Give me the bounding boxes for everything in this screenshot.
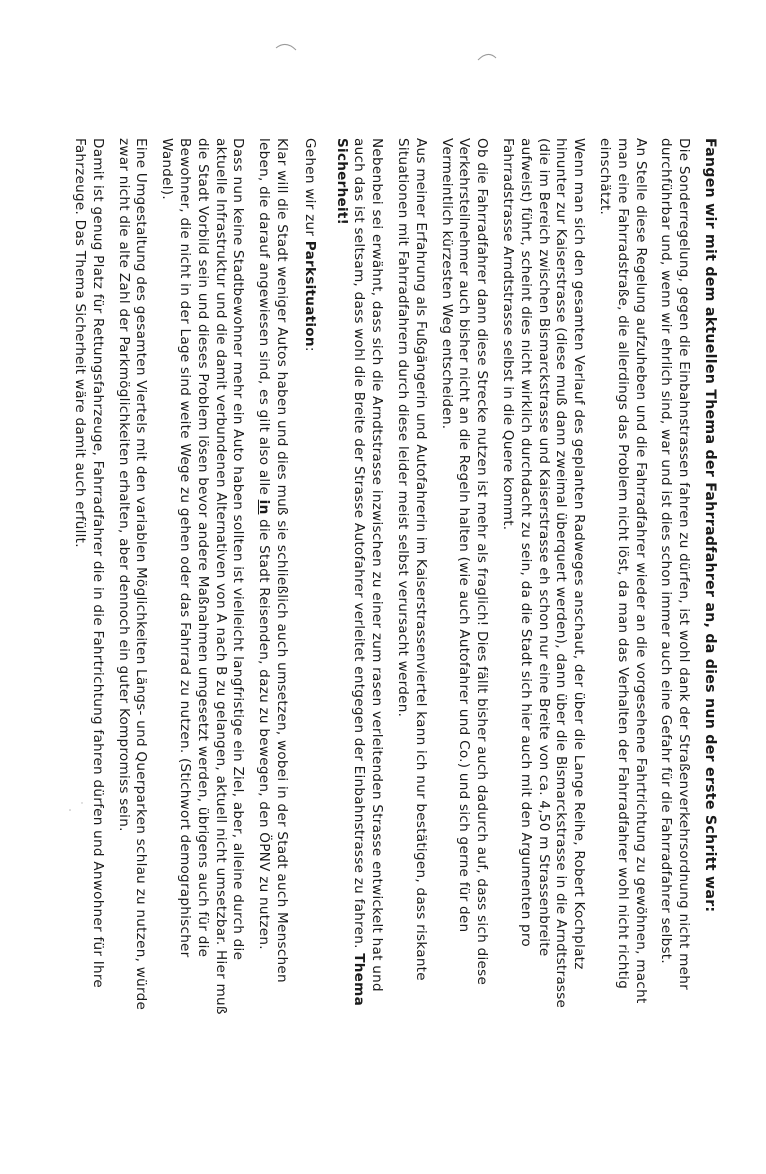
parking-text: Klar will die Stadt weniger Autos haben und dies muß sie schließlich auch umsetzen, wobei in der Stadt auch Menschen leben, die darauf angewiesen sind, es gilt also alle <box>256 138 291 983</box>
section-title-emphasis: Parksituation <box>301 240 318 347</box>
parking-paragraph <box>254 138 290 1018</box>
document-heading: Fangen wir mit dem aktuellen Thema der Fahrradfahrer an, da dies nun der erste Schritt war: <box>702 138 718 913</box>
paragraph: Aus meiner Erfahrung als Fußgängerin und Autofahrerin im Kaiserstrassenviertel kann ich nur bestätigen, dass riskante Situationen mit Fahrradfahrern durch diese leider meist selbst verursacht werden. <box>395 138 429 981</box>
safety-paragraph <box>332 138 385 1018</box>
document-body <box>72 138 718 1018</box>
paragraph: Die Sonderregelung, gegen die Einbahnstrassen fahren zu dürfen, ist wohl dank der Straßenverkehrsordnung nicht mehr durchführbar und, wenn wir ehrlich sind, war und ist dies schon immer auch eine Gefahr für die Fahrradfahrer selbst. <box>658 138 693 990</box>
paragraph: Wenn man sich den gesamten Verlauf des geplanten Radweges anschaut, der über die Lange Reihe, Robert Kochplatz hinunter zur Kaiserstrasse (diese muß dann zweimal überquert werden), dann über die Bismarckstrasse in die Arndtstrasse (die im Bereich zwischen Bismarckstrasse und Kaiserstrasse eh schon nur eine Breite von ca. 4,50 m Strassenbreite aufweist) führt, scheint dies nicht wirklich durchdacht zu sein, da die Stadt sich hier auch mit den Argumenten pro Fahrradstrasse Arndtstrasse selbst in die Quere kommt. <box>500 138 588 1009</box>
paragraph: Dass nun keine Stadtbewohner mehr ein Auto haben sollten ist vielleicht langfristige ein Ziel, aber, alleine durch die aktuelle Infrastruktur und die damit verbundenen Alternativen von A nach B zu gelangen, aktuell nicht umsetzbar. Hier muß die Stadt Vorbild sein und dieses Problem lösen bevor andere Maßnahmen umgesetzt werden, übrigens auch für die Bewohner, die nicht in der Lage sind weite Wege zu gehen oder das Fahrrad zu nutzen. (Stichwort demographischer Wandel). <box>159 138 247 1015</box>
paragraph: Damit ist genug Platz für Rettungsfahrzeuge, Fahrradfahrer die in die Fahrtrichtung fahren dürfen und Anwohner für Ihre Fahrzeuge. Das Thema Sicherheit wäre damit auch erfüllt. <box>72 138 106 989</box>
section-title-suffix: : <box>301 346 318 352</box>
paragraph: An Stelle diese Regelung aufzuheben und die Fahrradfahrer wieder an die vorgesehene Fahrtrichtung zu gewöhnen, macht man eine Fahrradstraße, die allerdings das Problem nicht löst, da man das Verhalten der Fahrradfahrer wohl nicht richtig einschätzt. <box>597 138 649 1004</box>
section-title-prefix: Gehen wir zur <box>301 138 318 241</box>
paragraph: Eine Umgestaltung des gesamten Viertels mit den variablen Möglichkeiten Längs- und Querparken schlau zu nutzen, würde zwar nicht die alte Zahl der Parkmöglichkeiten erhalten, aber dennoch ein guter Kompromiss sein. <box>115 138 150 1011</box>
safety-text: Nebenbei sei erwähnt, dass sich die Arndtstrasse inzwischen zu einer zum rasen verleitenden Strasse entwickelt hat und auch das ist seltsam, dass wohl die Breite der Strasse Autofahrer verleitet entgegen der Einbahnstrasse zu fahren. <box>351 138 386 992</box>
safety-emphasis: Thema Sicherheit! <box>333 138 368 1006</box>
section-title-parking <box>300 138 318 1018</box>
parking-emphasis: in <box>256 499 273 515</box>
parking-suffix: die Stadt Reisenden, dazu zu bewegen, den ÖPNV zu nutzen. <box>256 514 273 950</box>
paragraph: Ob die Fahrradfahrer dann diese Strecke nutzen ist mehr als fraglich! Dies fällt bisher auch dadurch auf, dass sich diese Verkehrsteilnehmer auch bisher nicht an die Regeln halten (wie auch Autofahrer und Co.) und sich gerne für den Vermeintlich kürzesten Weg entscheiden. <box>438 138 491 986</box>
